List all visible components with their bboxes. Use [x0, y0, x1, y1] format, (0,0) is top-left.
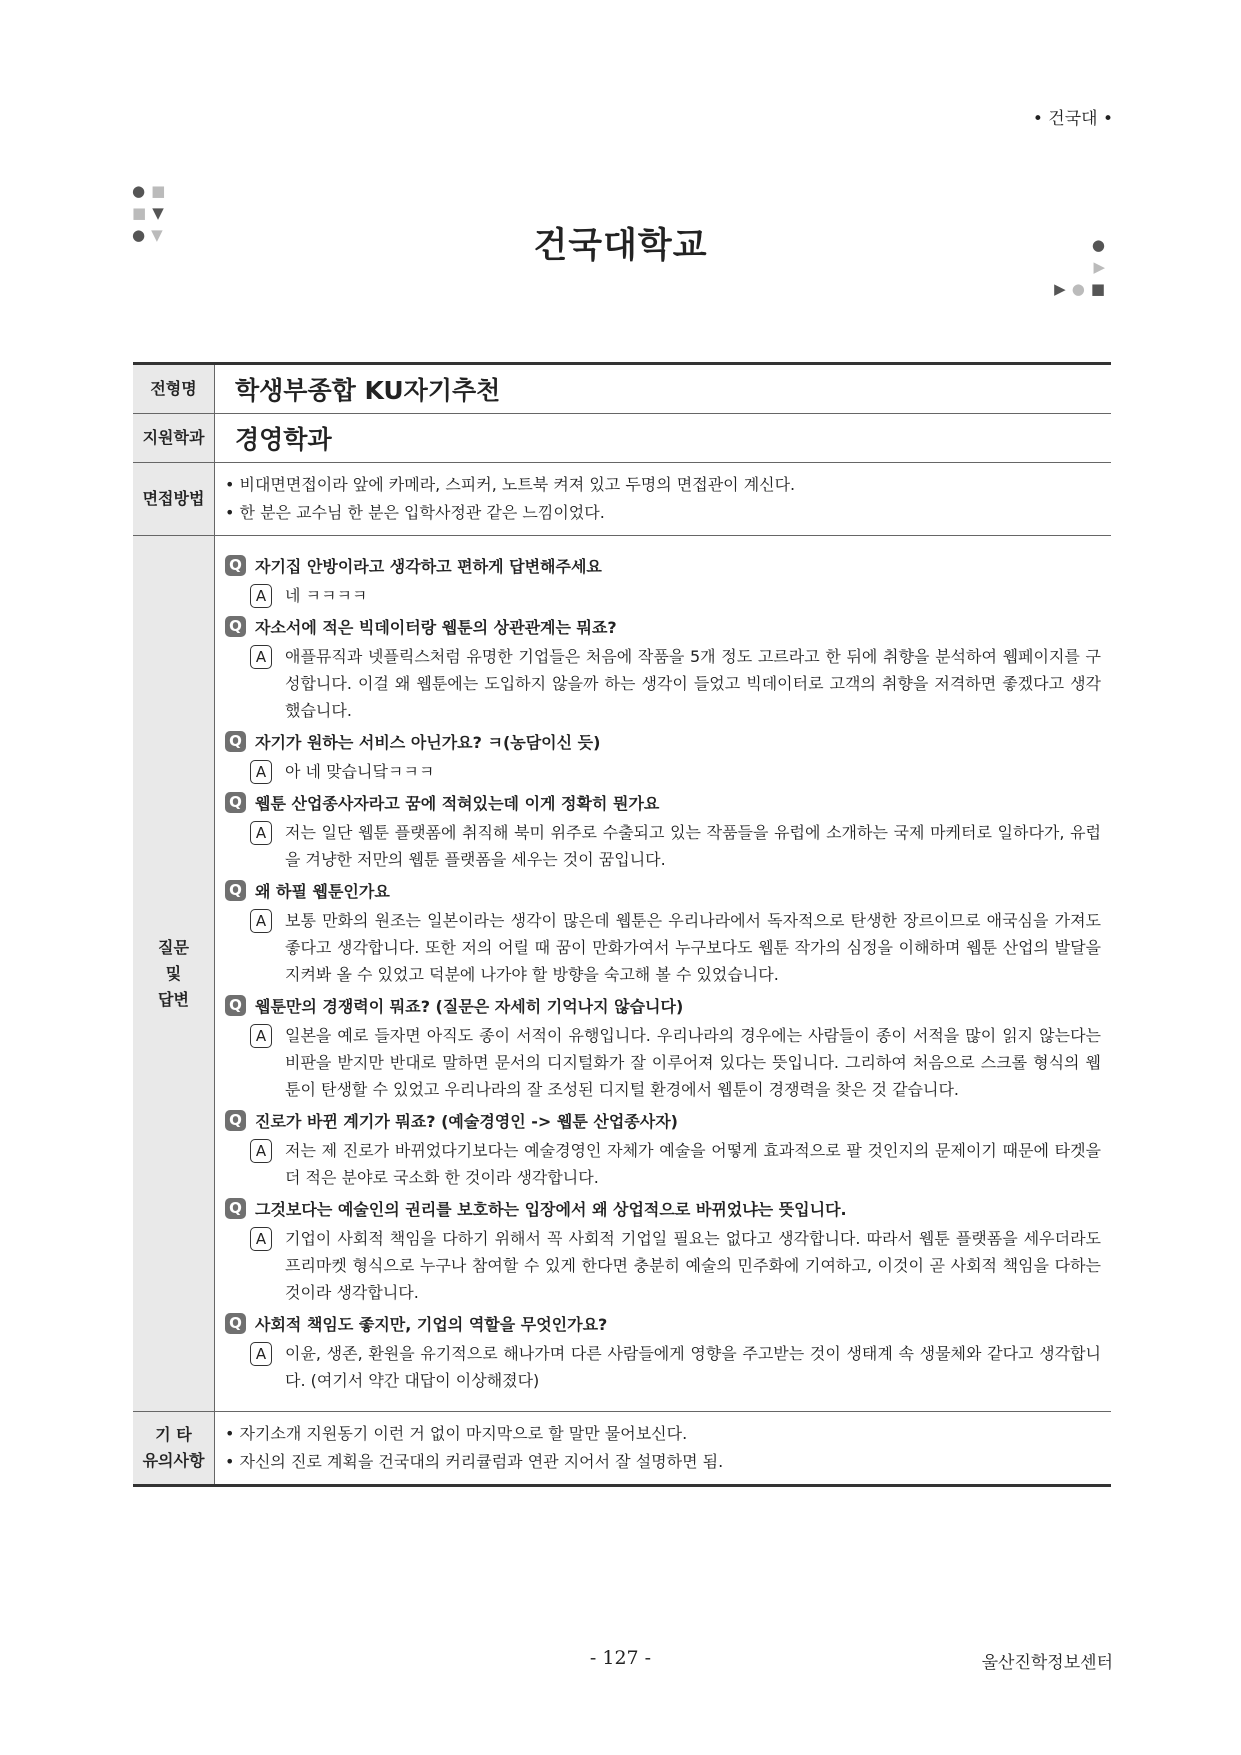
notes-label: [133, 1412, 215, 1486]
question-text: 자기집 안방이라고 생각하고 편하게 답변해주세요: [255, 557, 602, 576]
department-label: 지원학과: [133, 414, 215, 463]
answer: [250, 819, 1101, 873]
method-content: [215, 463, 1112, 536]
decor-shape-icon: ■: [1090, 280, 1105, 298]
answer-badge-icon: A: [250, 1139, 272, 1163]
answer-text: 보통 만화의 원조는 일본이라는 생각이 많은데 웹툰은 우리나라에서 독자적으로 탄생한 장르이므로 애국심을 가져도 좋다고 생각합니다. 또한 저의 어릴 때 꿈이 만화가여서 누구보다도 웹툰 작가의 심정을 이해하며 웹툰 산업의 발달을 지켜봐 올 수 있었고 덕분에 나가야 할 방향을 숙고해 볼 수 있었습니다.: [285, 911, 1101, 984]
question: [225, 994, 1101, 1017]
answer-text: 애플뮤직과 넷플릭스처럼 유명한 기업들은 처음에 작품을 5개 정도 고르라고 한 뒤에 취향을 분석하여 웹페이지를 구성합니다. 이걸 왜 웹툰에는 도입하지 않을까 하는 생각이 들었고 빅데이터로 고객의 취향을 저격하면 좋겠다고 생각했습니다.: [285, 647, 1101, 720]
notes-content: [215, 1412, 1112, 1486]
question: [225, 1197, 1101, 1220]
question: [225, 791, 1101, 814]
question: [225, 615, 1101, 638]
question-text: 진로가 바뀐 계기가 뭐죠? (예술경영인 -> 웹툰 산업종사자): [255, 1112, 678, 1131]
decor-row: [132, 180, 192, 202]
page-title: 건국대학교: [533, 226, 708, 266]
footer-org: 울산진학정보센터: [981, 1653, 1113, 1673]
question: [225, 1312, 1101, 1335]
question-badge-icon: Q: [225, 1110, 246, 1131]
qa-label: [133, 536, 215, 1412]
row-admission: [133, 364, 1111, 414]
row-department: [133, 414, 1111, 463]
answer: [250, 582, 1101, 609]
question-badge-icon: Q: [225, 1198, 246, 1219]
question-text: 사회적 책임도 좋지만, 기업의 역할을 무엇인가요?: [255, 1315, 608, 1334]
question-text: 웹툰 산업종사자라고 꿈에 적혀있는데 이게 정확히 뭔가요: [255, 794, 660, 813]
answer-text: 저는 일단 웹툰 플랫폼에 취직해 북미 위주로 수출되고 있는 작품들을 유럽에 소개하는 국제 마케터로 일하다가, 유럽을 겨냥한 저만의 웹툰 플랫폼을 세우는 것이 꿈입니다.: [285, 823, 1101, 869]
answer-text: 이윤, 생존, 환원을 유기적으로 해나가며 다른 사람들에게 영향을 주고받는 것이 생태계 속 생물체와 같다고 생각합니다. (여기서 약간 대답이 이상해졌다): [285, 1344, 1101, 1390]
method-label: 면접방법: [133, 463, 215, 536]
question-badge-icon: Q: [225, 880, 246, 901]
answer: [250, 1340, 1101, 1394]
question: [225, 1109, 1101, 1132]
question-badge-icon: Q: [225, 731, 246, 752]
notes-item: • 자신의 진로 계획을 건국대의 커리큘럼과 연관 지어서 잘 설명하면 됨.: [225, 1452, 724, 1471]
row-qa: [133, 536, 1111, 1412]
answer-badge-icon: A: [250, 584, 272, 608]
admission-value: 학생부종합 KU자기추천: [215, 364, 1112, 414]
page-number: - 127 -: [589, 1647, 652, 1669]
answer-text: 일본을 예로 들자면 아직도 종이 서적이 유행입니다. 우리나라의 경우에는 사람들이 종이 서적을 많이 읽지 않는다는 비판을 받지만 반대로 말하면 문서의 디지털화가 잘 이루어져 있다는 뜻입니다. 그리하여 처음으로 스크롤 형식의 웹툰이 탄생할 수 있었고 우리나라의 잘 조성된 디지털 환경에서 웹툰이 경쟁력을 찾은 것 같습니다.: [285, 1026, 1101, 1099]
question: [225, 730, 1101, 753]
question-text: 그것보다는 예술인의 권리를 보호하는 입장에서 왜 상업적으로 바뀌었냐는 뜻입니다.: [255, 1200, 847, 1219]
decor-row: [1031, 278, 1111, 300]
answer: [250, 1137, 1101, 1191]
notes-label-line: 유의사항: [142, 1451, 205, 1470]
decor-shape-icon: ●: [1091, 236, 1105, 254]
question: [225, 554, 1101, 577]
answer-badge-icon: A: [250, 760, 272, 784]
qa-label-line: 답변: [158, 989, 189, 1009]
question-badge-icon: Q: [225, 1313, 246, 1334]
decor-shape-icon: ●: [132, 182, 146, 200]
answer-badge-icon: A: [250, 1342, 272, 1366]
answer-text: 네 ㅋㅋㅋㅋ: [285, 586, 368, 605]
question-badge-icon: Q: [225, 995, 246, 1016]
answer: [250, 758, 1101, 785]
answer-badge-icon: A: [250, 821, 272, 845]
decor-shape-icon: ■: [132, 204, 147, 222]
decor-shape-icon: ▼: [151, 226, 163, 244]
method-item: • 비대면면접이라 앞에 카메라, 스피커, 노트북 켜져 있고 두명의 면접관이 계신다.: [225, 475, 796, 494]
qa-label-line: 및: [165, 963, 182, 983]
question-text: 자기가 원하는 서비스 아닌가요? ㅋ(농담이신 듯): [255, 733, 601, 752]
answer-text: 아 네 맞습니닼ㅋㅋㅋ: [285, 762, 435, 781]
question-badge-icon: Q: [225, 555, 246, 576]
qa-label-line: 질문: [158, 937, 189, 957]
answer: [250, 907, 1101, 988]
interview-info-table: [133, 362, 1111, 1487]
decor-shape-icon: ▶: [1054, 280, 1066, 298]
qa-content: [215, 536, 1112, 1412]
question-text: 자소서에 적은 빅데이터랑 웹툰의 상관관계는 뭐죠?: [255, 618, 617, 637]
question-text: 왜 하필 웹툰인가요: [255, 882, 390, 901]
question-text: 웹툰만의 경쟁력이 뭐죠? (질문은 자세히 기억나지 않습니다): [255, 997, 684, 1016]
question-badge-icon: Q: [225, 792, 246, 813]
answer-badge-icon: A: [250, 1024, 272, 1048]
department-value: 경영학과: [215, 414, 1112, 463]
answer-badge-icon: A: [250, 645, 272, 669]
row-notes: [133, 1412, 1111, 1486]
method-item: • 한 분은 교수님 한 분은 입학사정관 같은 느낌이었다.: [225, 503, 605, 522]
answer-badge-icon: A: [250, 1227, 272, 1251]
admission-label: 전형명: [133, 364, 215, 414]
decor-shape-icon: ●: [1071, 280, 1085, 298]
notes-item: • 자기소개 지원동기 이런 거 없이 마지막으로 할 말만 물어보신다.: [225, 1424, 688, 1443]
answer-text: 저는 제 진로가 바뀌었다기보다는 예술경영인 자체가 예술을 어떻게 효과적으로 팔 것인지의 문제이기 때문에 타겟을 더 적은 분야로 국소화 한 것이라 생각합니다.: [285, 1141, 1101, 1187]
row-method: [133, 463, 1111, 536]
answer-text: 기업이 사회적 책임을 다하기 위해서 꼭 사회적 기업일 필요는 없다고 생각합니다. 따라서 웹툰 플랫폼을 세우더라도 프리마켓 형식으로 누구나 참여할 수 있게 한다면 충분히 예술의 민주화에 기여하고, 이것이 곧 사회적 책임을 다하는 것이라 생각합니다.: [285, 1229, 1101, 1302]
notes-label-line: 기 타: [155, 1425, 192, 1444]
decor-shape-icon: ■: [151, 182, 166, 200]
decor-shape-icon: ▼: [152, 204, 164, 222]
answer: [250, 1022, 1101, 1103]
question: [225, 879, 1101, 902]
answer: [250, 1225, 1101, 1306]
answer: [250, 643, 1101, 724]
answer-badge-icon: A: [250, 909, 272, 933]
header-tag: • 건국대 •: [1032, 109, 1113, 129]
decor-shape-icon: ▶: [1093, 258, 1105, 276]
decor-shape-icon: ●: [132, 226, 146, 244]
question-badge-icon: Q: [225, 616, 246, 637]
